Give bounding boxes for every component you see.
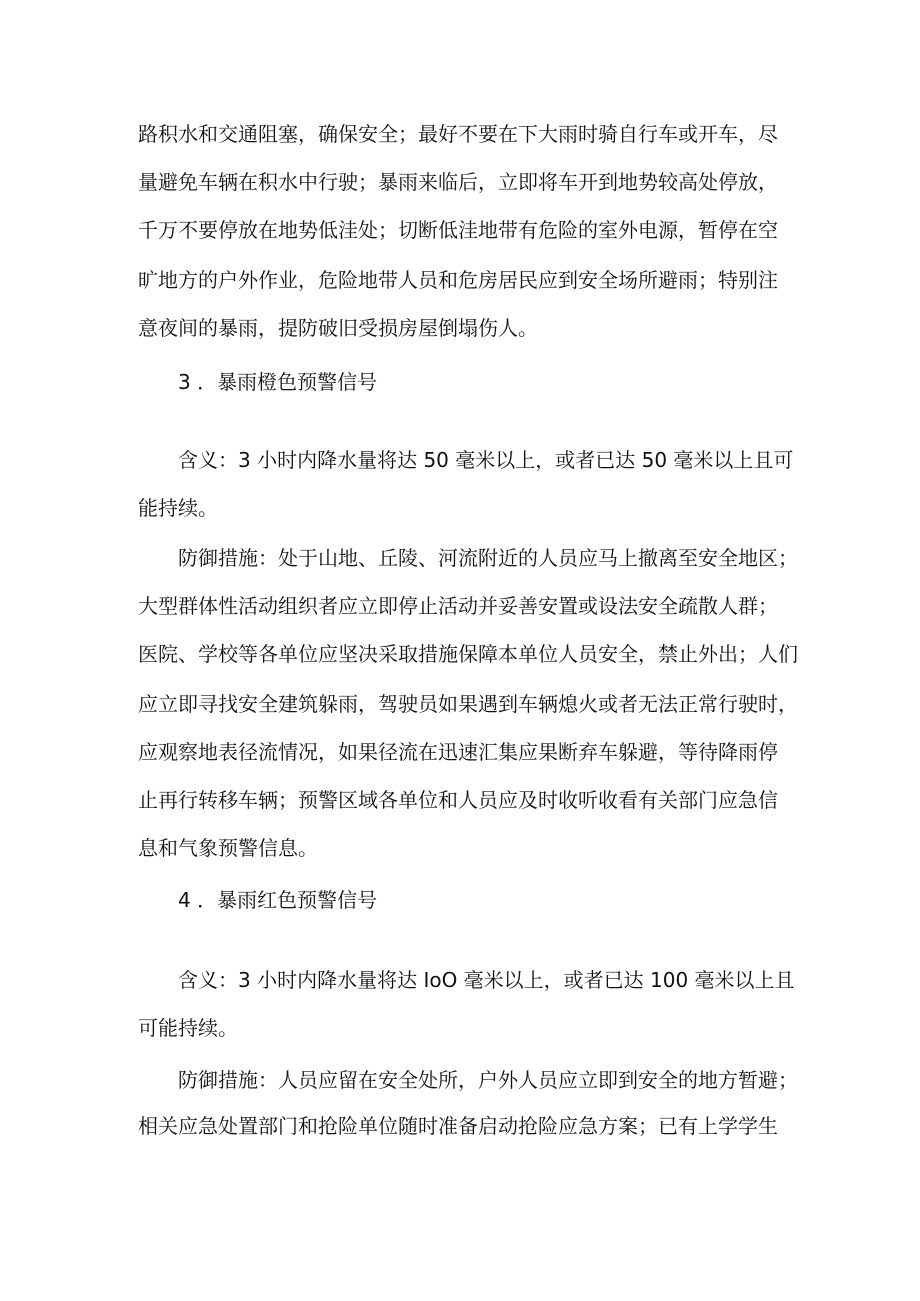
paragraph-line: 含义：3 小时内降水量将达 IoO 毫米以上，或者已达 100 毫米以上且	[178, 968, 795, 992]
paragraph-line: 防御措施：处于山地、丘陵、河流附近的人员应马上撤离至安全地区；	[178, 546, 798, 570]
paragraph-line: 息和气象预警信息。	[138, 836, 318, 860]
section-heading-orange: 3 ．暴雨橙色预警信号	[178, 370, 378, 394]
paragraph-line: 医院、学校等各单位应坚决采取措施保障本单位人员安全，禁止外出；人们	[138, 642, 798, 666]
paragraph-line: 应观察地表径流情况，如果径流在迅速汇集应果断弃车躲避，等待降雨停	[138, 740, 778, 764]
paragraph-line: 含义：3 小时内降水量将达 50 毫米以上，或者已达 50 毫米以上且可	[178, 448, 794, 472]
paragraph-line: 防御措施：人员应留在安全处所，户外人员应立即到安全的地方暂避；	[178, 1068, 798, 1092]
paragraph-line: 相关应急处置部门和抢险单位随时准备启动抢险应急方案；已有上学学生	[138, 1114, 778, 1138]
paragraph-line: 止再行转移车辆；预警区域各单位和人员应及时收听收看有关部门应急信	[138, 788, 778, 812]
section-heading-red: 4 ．暴雨红色预警信号	[178, 888, 378, 912]
paragraph-line: 应立即寻找安全建筑躲雨，驾驶员如果遇到车辆熄火或者无法正常行驶时，	[138, 692, 798, 716]
paragraph-line: 能持续。	[138, 496, 218, 520]
paragraph-line: 大型群体性活动组织者应立即停止活动并妥善安置或设法安全疏散人群；	[138, 594, 778, 618]
paragraph-line: 旷地方的户外作业，危险地带人员和危房居民应到安全场所避雨；特别注	[138, 268, 778, 292]
paragraph-line: 路积水和交通阻塞，确保安全；最好不要在下大雨时骑自行车或开车，尽	[138, 122, 778, 146]
paragraph-line: 千万不要停放在地势低洼处；切断低洼地带有危险的室外电源，暂停在空	[138, 218, 778, 242]
paragraph-line: 量避免车辆在积水中行驶；暴雨来临后，立即将车开到地势较高处停放，	[138, 170, 778, 194]
paragraph-line: 可能持续。	[138, 1016, 238, 1040]
paragraph-line: 意夜间的暴雨，提防破旧受损房屋倒塌伤人。	[138, 316, 538, 340]
